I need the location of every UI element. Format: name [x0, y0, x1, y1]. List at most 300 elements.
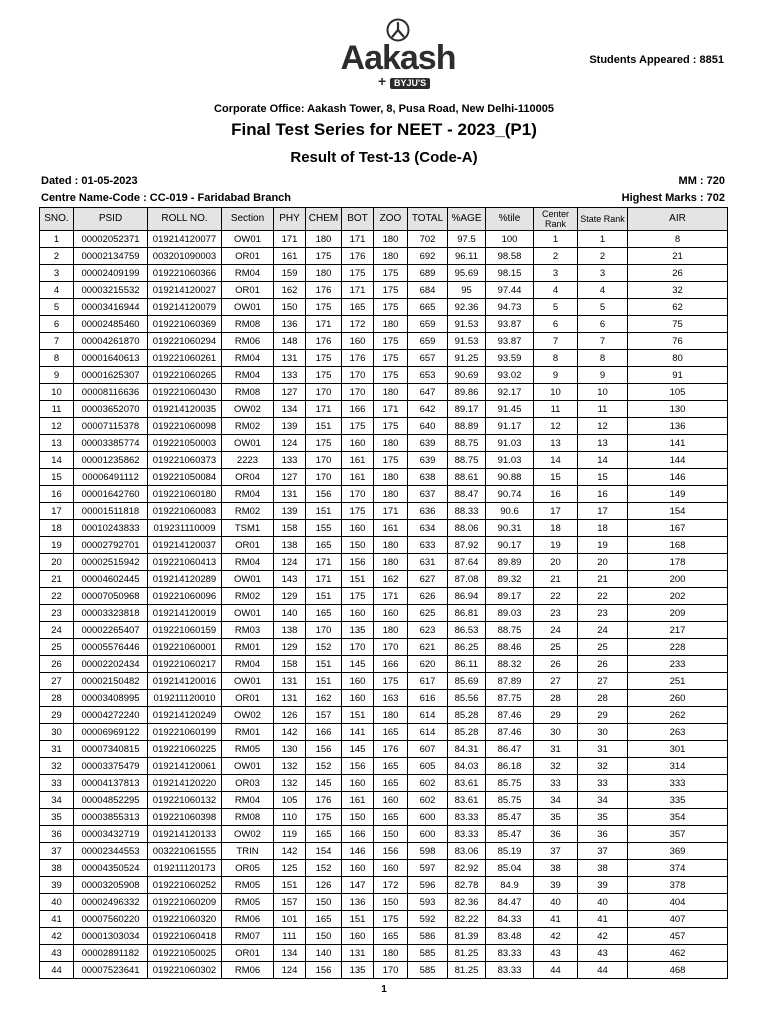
- cell-psid: 00002409199: [74, 265, 148, 282]
- cell-percentage: 91.53: [448, 333, 486, 350]
- col-header-total: TOTAL: [408, 208, 448, 231]
- cell-bot: 170: [342, 639, 374, 656]
- cell-psid: 00003408995: [74, 690, 148, 707]
- cell-percentage: 89.86: [448, 384, 486, 401]
- cell-state-rank: 32: [578, 758, 628, 775]
- cell-section: RM06: [222, 911, 274, 928]
- cell-bot: 141: [342, 724, 374, 741]
- cell-zoo: 160: [374, 792, 408, 809]
- cell-psid: 00003375479: [74, 758, 148, 775]
- table-row: [40, 724, 728, 741]
- cell-bot: 170: [342, 486, 374, 503]
- cell-bot: 175: [342, 265, 374, 282]
- cell-air: 462: [628, 945, 728, 962]
- cell-state-rank: 43: [578, 945, 628, 962]
- table-row: [40, 554, 728, 571]
- cell-center-rank: 7: [534, 333, 578, 350]
- cell-percentage: 92.36: [448, 299, 486, 316]
- cell-total: 631: [408, 554, 448, 571]
- table-row: [40, 299, 728, 316]
- cell-phy: 133: [274, 452, 306, 469]
- cell-phy: 138: [274, 622, 306, 639]
- cell-section: TRIN: [222, 843, 274, 860]
- cell-section: OW02: [222, 401, 274, 418]
- cell-percentile: 90.17: [486, 537, 534, 554]
- cell-air: 301: [628, 741, 728, 758]
- cell-state-rank: 11: [578, 401, 628, 418]
- cell-center-rank: 11: [534, 401, 578, 418]
- table-header-row: [40, 208, 728, 231]
- cell-total: 614: [408, 724, 448, 741]
- cell-roll-no: 019221060302: [148, 962, 222, 979]
- cell-state-rank: 14: [578, 452, 628, 469]
- cell-section: OR04: [222, 469, 274, 486]
- cell-state-rank: 17: [578, 503, 628, 520]
- cell-air: 200: [628, 571, 728, 588]
- col-header-zoo: ZOO: [374, 208, 408, 231]
- cell-section: RM04: [222, 486, 274, 503]
- cell-roll-no: 019221060180: [148, 486, 222, 503]
- cell-total: 702: [408, 231, 448, 248]
- cell-chem: 175: [306, 299, 342, 316]
- cell-percentile: 91.03: [486, 452, 534, 469]
- cell-bot: 172: [342, 316, 374, 333]
- cell-state-rank: 2: [578, 248, 628, 265]
- cell-air: 26: [628, 265, 728, 282]
- cell-zoo: 175: [374, 350, 408, 367]
- cell-state-rank: 5: [578, 299, 628, 316]
- cell-center-rank: 40: [534, 894, 578, 911]
- cell-chem: 165: [306, 605, 342, 622]
- cell-zoo: 180: [374, 469, 408, 486]
- cell-bot: 175: [342, 588, 374, 605]
- cell-total: 623: [408, 622, 448, 639]
- cell-total: 602: [408, 792, 448, 809]
- cell-percentile: 89.89: [486, 554, 534, 571]
- cell-total: 600: [408, 826, 448, 843]
- cell-phy: 131: [274, 690, 306, 707]
- cell-sno: 27: [40, 673, 74, 690]
- col-header-state-rank: State Rank: [578, 208, 628, 231]
- cell-bot: 165: [342, 299, 374, 316]
- cell-percentage: 88.47: [448, 486, 486, 503]
- cell-sno: 39: [40, 877, 74, 894]
- cell-phy: 148: [274, 333, 306, 350]
- cell-phy: 131: [274, 673, 306, 690]
- table-row: [40, 248, 728, 265]
- cell-phy: 129: [274, 588, 306, 605]
- cell-air: 407: [628, 911, 728, 928]
- cell-total: 657: [408, 350, 448, 367]
- cell-psid: 00008116636: [74, 384, 148, 401]
- cell-percentage: 83.06: [448, 843, 486, 860]
- cell-bot: 160: [342, 775, 374, 792]
- cell-center-rank: 6: [534, 316, 578, 333]
- cell-psid: 00002134759: [74, 248, 148, 265]
- cell-total: 614: [408, 707, 448, 724]
- cell-state-rank: 21: [578, 571, 628, 588]
- cell-zoo: 175: [374, 299, 408, 316]
- cell-phy: 157: [274, 894, 306, 911]
- cell-sno: 24: [40, 622, 74, 639]
- cell-chem: 152: [306, 639, 342, 656]
- cell-bot: 147: [342, 877, 374, 894]
- cell-section: TSM1: [222, 520, 274, 537]
- cell-phy: 132: [274, 758, 306, 775]
- cell-chem: 152: [306, 758, 342, 775]
- cell-percentage: 87.08: [448, 571, 486, 588]
- cell-state-rank: 31: [578, 741, 628, 758]
- cell-section: RM05: [222, 877, 274, 894]
- cell-chem: 176: [306, 333, 342, 350]
- cell-roll-no: 019214120133: [148, 826, 222, 843]
- cell-percentage: 97.5: [448, 231, 486, 248]
- cell-percentile: 90.88: [486, 469, 534, 486]
- cell-chem: 176: [306, 282, 342, 299]
- cell-bot: 156: [342, 554, 374, 571]
- cell-sno: 13: [40, 435, 74, 452]
- cell-chem: 152: [306, 860, 342, 877]
- cell-percentage: 83.33: [448, 826, 486, 843]
- cell-sno: 12: [40, 418, 74, 435]
- cell-air: 130: [628, 401, 728, 418]
- table-row: [40, 894, 728, 911]
- cell-psid: 00002792701: [74, 537, 148, 554]
- cell-chem: 166: [306, 724, 342, 741]
- cell-sno: 34: [40, 792, 74, 809]
- cell-section: OR01: [222, 537, 274, 554]
- table-row: [40, 350, 728, 367]
- cell-center-rank: 21: [534, 571, 578, 588]
- cell-zoo: 165: [374, 724, 408, 741]
- cell-zoo: 171: [374, 401, 408, 418]
- cell-air: 468: [628, 962, 728, 979]
- cell-state-rank: 26: [578, 656, 628, 673]
- cell-total: 653: [408, 367, 448, 384]
- cell-phy: 101: [274, 911, 306, 928]
- centre-name: Centre Name-Code : CC-019 - Faridabad Branch: [41, 192, 291, 204]
- cell-chem: 170: [306, 384, 342, 401]
- cell-section: OR01: [222, 248, 274, 265]
- cell-sno: 4: [40, 282, 74, 299]
- cell-phy: 139: [274, 503, 306, 520]
- cell-phy: 127: [274, 384, 306, 401]
- table-row: [40, 452, 728, 469]
- cell-air: 251: [628, 673, 728, 690]
- cell-section: RM01: [222, 724, 274, 741]
- cell-total: 647: [408, 384, 448, 401]
- cell-bot: 160: [342, 435, 374, 452]
- cell-center-rank: 42: [534, 928, 578, 945]
- cell-air: 75: [628, 316, 728, 333]
- cell-bot: 145: [342, 741, 374, 758]
- cell-psid: 00004272240: [74, 707, 148, 724]
- cell-percentage: 81.25: [448, 945, 486, 962]
- cell-bot: 166: [342, 826, 374, 843]
- table-row: [40, 316, 728, 333]
- cell-roll-no: 019214120249: [148, 707, 222, 724]
- cell-psid: 00004261870: [74, 333, 148, 350]
- cell-percentage: 83.33: [448, 809, 486, 826]
- cell-sno: 7: [40, 333, 74, 350]
- cell-psid: 00004602445: [74, 571, 148, 588]
- cell-total: 639: [408, 452, 448, 469]
- cell-center-rank: 19: [534, 537, 578, 554]
- cell-psid: 00003385774: [74, 435, 148, 452]
- cell-percentile: 90.74: [486, 486, 534, 503]
- col-header-roll-no: ROLL NO.: [148, 208, 222, 231]
- cell-phy: 124: [274, 962, 306, 979]
- cell-sno: 14: [40, 452, 74, 469]
- cell-total: 620: [408, 656, 448, 673]
- cell-center-rank: 5: [534, 299, 578, 316]
- cell-total: 585: [408, 962, 448, 979]
- brand-name: Aakash: [340, 39, 456, 77]
- cell-center-rank: 2: [534, 248, 578, 265]
- cell-percentile: 91.45: [486, 401, 534, 418]
- cell-total: 684: [408, 282, 448, 299]
- cell-psid: 00002496332: [74, 894, 148, 911]
- cell-sno: 11: [40, 401, 74, 418]
- cell-zoo: 172: [374, 877, 408, 894]
- cell-center-rank: 31: [534, 741, 578, 758]
- cell-chem: 162: [306, 690, 342, 707]
- cell-total: 617: [408, 673, 448, 690]
- cell-air: 369: [628, 843, 728, 860]
- cell-bot: 160: [342, 690, 374, 707]
- cell-percentage: 88.61: [448, 469, 486, 486]
- cell-center-rank: 32: [534, 758, 578, 775]
- table-row: [40, 469, 728, 486]
- cell-phy: 162: [274, 282, 306, 299]
- cell-state-rank: 3: [578, 265, 628, 282]
- cell-section: OW01: [222, 231, 274, 248]
- cell-zoo: 165: [374, 758, 408, 775]
- cell-percentage: 82.92: [448, 860, 486, 877]
- cell-phy: 131: [274, 486, 306, 503]
- cell-zoo: 170: [374, 962, 408, 979]
- cell-chem: 170: [306, 452, 342, 469]
- cell-percentage: 95.69: [448, 265, 486, 282]
- result-table-body: [40, 231, 728, 979]
- cell-bot: 161: [342, 452, 374, 469]
- cell-psid: 00001235862: [74, 452, 148, 469]
- cell-air: 457: [628, 928, 728, 945]
- cell-section: OW01: [222, 758, 274, 775]
- cell-state-rank: 25: [578, 639, 628, 656]
- table-row: [40, 758, 728, 775]
- cell-air: 209: [628, 605, 728, 622]
- cell-total: 634: [408, 520, 448, 537]
- cell-percentage: 90.69: [448, 367, 486, 384]
- cell-center-rank: 18: [534, 520, 578, 537]
- cell-percentile: 85.04: [486, 860, 534, 877]
- table-row: [40, 282, 728, 299]
- cell-zoo: 180: [374, 945, 408, 962]
- cell-psid: 00001640613: [74, 350, 148, 367]
- cell-center-rank: 16: [534, 486, 578, 503]
- cell-psid: 00001625307: [74, 367, 148, 384]
- cell-air: 335: [628, 792, 728, 809]
- cell-phy: 136: [274, 316, 306, 333]
- cell-state-rank: 39: [578, 877, 628, 894]
- cell-percentile: 90.6: [486, 503, 534, 520]
- cell-state-rank: 27: [578, 673, 628, 690]
- cell-chem: 171: [306, 554, 342, 571]
- cell-center-rank: 10: [534, 384, 578, 401]
- cell-phy: 159: [274, 265, 306, 282]
- cell-state-rank: 42: [578, 928, 628, 945]
- highest-marks: Highest Marks : 702: [621, 192, 725, 204]
- cell-sno: 40: [40, 894, 74, 911]
- cell-phy: 127: [274, 469, 306, 486]
- cell-psid: 00001303034: [74, 928, 148, 945]
- cell-sno: 25: [40, 639, 74, 656]
- cell-percentage: 86.25: [448, 639, 486, 656]
- cell-sno: 41: [40, 911, 74, 928]
- table-row: [40, 418, 728, 435]
- cell-air: 91: [628, 367, 728, 384]
- cell-air: 354: [628, 809, 728, 826]
- cell-phy: 134: [274, 401, 306, 418]
- cell-percentile: 87.46: [486, 707, 534, 724]
- plus-icon: +: [378, 73, 387, 89]
- cell-center-rank: 4: [534, 282, 578, 299]
- table-row: [40, 333, 728, 350]
- cell-zoo: 166: [374, 656, 408, 673]
- cell-center-rank: 17: [534, 503, 578, 520]
- cell-air: 76: [628, 333, 728, 350]
- cell-roll-no: 019214120035: [148, 401, 222, 418]
- cell-total: 640: [408, 418, 448, 435]
- cell-zoo: 180: [374, 435, 408, 452]
- cell-state-rank: 44: [578, 962, 628, 979]
- cell-total: 597: [408, 860, 448, 877]
- cell-chem: 156: [306, 486, 342, 503]
- cell-sno: 9: [40, 367, 74, 384]
- cell-percentile: 88.32: [486, 656, 534, 673]
- cell-roll-no: 019221060369: [148, 316, 222, 333]
- cell-percentile: 85.19: [486, 843, 534, 860]
- cell-percentage: 82.36: [448, 894, 486, 911]
- table-row: [40, 945, 728, 962]
- cell-zoo: 161: [374, 520, 408, 537]
- cell-center-rank: 28: [534, 690, 578, 707]
- cell-zoo: 175: [374, 265, 408, 282]
- cell-state-rank: 35: [578, 809, 628, 826]
- cell-bot: 136: [342, 894, 374, 911]
- cell-psid: 00003323818: [74, 605, 148, 622]
- cell-percentage: 91.53: [448, 316, 486, 333]
- cell-sno: 36: [40, 826, 74, 843]
- cell-center-rank: 12: [534, 418, 578, 435]
- cell-state-rank: 23: [578, 605, 628, 622]
- cell-section: RM04: [222, 350, 274, 367]
- col-header-phy: PHY: [274, 208, 306, 231]
- cell-percentage: 83.61: [448, 775, 486, 792]
- table-row: [40, 503, 728, 520]
- cell-section: RM07: [222, 928, 274, 945]
- cell-zoo: 180: [374, 622, 408, 639]
- page-number: 1: [381, 984, 387, 995]
- cell-total: 592: [408, 911, 448, 928]
- cell-air: 217: [628, 622, 728, 639]
- cell-chem: 140: [306, 945, 342, 962]
- cell-bot: 160: [342, 928, 374, 945]
- cell-sno: 20: [40, 554, 74, 571]
- cell-percentile: 89.03: [486, 605, 534, 622]
- cell-sno: 28: [40, 690, 74, 707]
- cell-chem: 154: [306, 843, 342, 860]
- cell-center-rank: 15: [534, 469, 578, 486]
- cell-percentile: 86.47: [486, 741, 534, 758]
- cell-chem: 151: [306, 418, 342, 435]
- cell-state-rank: 38: [578, 860, 628, 877]
- cell-section: RM02: [222, 418, 274, 435]
- cell-chem: 151: [306, 503, 342, 520]
- table-row: [40, 537, 728, 554]
- cell-percentile: 93.87: [486, 316, 534, 333]
- result-table: [39, 207, 728, 979]
- cell-phy: 110: [274, 809, 306, 826]
- cell-zoo: 180: [374, 248, 408, 265]
- cell-percentage: 91.25: [448, 350, 486, 367]
- cell-psid: 00001642760: [74, 486, 148, 503]
- cell-state-rank: 12: [578, 418, 628, 435]
- cell-zoo: 175: [374, 333, 408, 350]
- cell-zoo: 163: [374, 690, 408, 707]
- cell-zoo: 171: [374, 503, 408, 520]
- cell-section: OR05: [222, 860, 274, 877]
- cell-phy: 131: [274, 350, 306, 367]
- cell-air: 260: [628, 690, 728, 707]
- col-header-sno: SNO.: [40, 208, 74, 231]
- cell-zoo: 175: [374, 673, 408, 690]
- cell-section: RM03: [222, 622, 274, 639]
- cell-section: 2223: [222, 452, 274, 469]
- cell-bot: 151: [342, 911, 374, 928]
- cell-roll-no: 019221060366: [148, 265, 222, 282]
- cell-percentile: 84.47: [486, 894, 534, 911]
- cell-air: 314: [628, 758, 728, 775]
- cell-roll-no: 019214120061: [148, 758, 222, 775]
- cell-center-rank: 14: [534, 452, 578, 469]
- cell-percentile: 88.75: [486, 622, 534, 639]
- cell-sno: 6: [40, 316, 74, 333]
- cell-percentile: 84.33: [486, 911, 534, 928]
- cell-state-rank: 40: [578, 894, 628, 911]
- cell-center-rank: 23: [534, 605, 578, 622]
- cell-bot: 156: [342, 758, 374, 775]
- cell-section: OW01: [222, 435, 274, 452]
- cell-psid: 00007050968: [74, 588, 148, 605]
- cell-psid: 00003416944: [74, 299, 148, 316]
- cell-chem: 145: [306, 775, 342, 792]
- cell-psid: 00002485460: [74, 316, 148, 333]
- cell-bot: 131: [342, 945, 374, 962]
- cell-sno: 42: [40, 928, 74, 945]
- cell-percentile: 83.33: [486, 962, 534, 979]
- cell-total: 689: [408, 265, 448, 282]
- cell-section: RM08: [222, 384, 274, 401]
- cell-percentage: 87.64: [448, 554, 486, 571]
- cell-total: 621: [408, 639, 448, 656]
- cell-center-rank: 38: [534, 860, 578, 877]
- cell-percentile: 86.18: [486, 758, 534, 775]
- cell-roll-no: 019214120019: [148, 605, 222, 622]
- cell-percentage: 85.28: [448, 707, 486, 724]
- cell-center-rank: 27: [534, 673, 578, 690]
